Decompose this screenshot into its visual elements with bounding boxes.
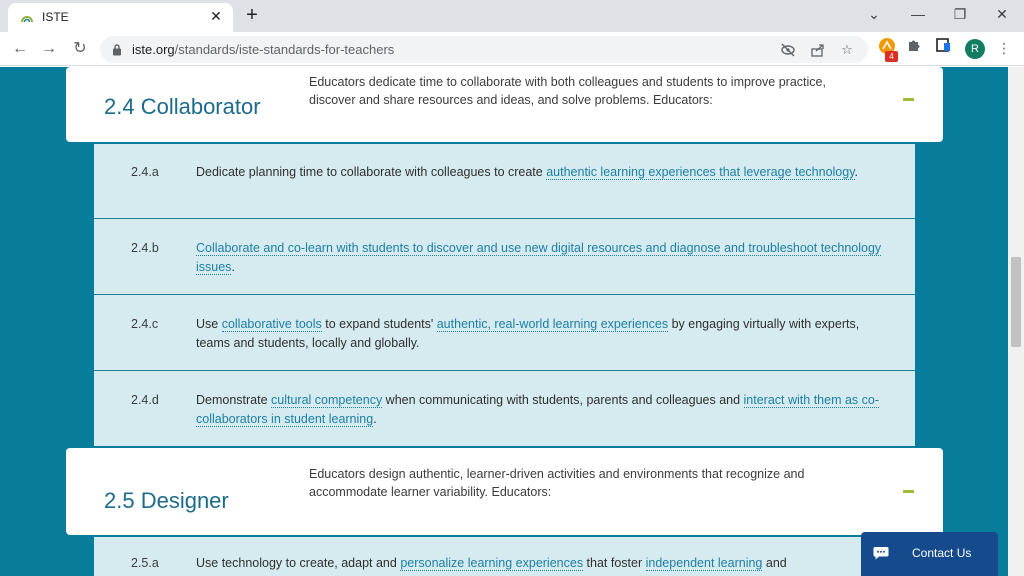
item-number: 2.4.a (131, 165, 159, 179)
contact-us-label: Contact Us (912, 546, 972, 560)
iste-favicon-icon (20, 11, 34, 25)
item-text-part: Demonstrate (196, 393, 272, 407)
contact-us-button[interactable] (861, 532, 998, 576)
window-close-icon[interactable]: ✕ (996, 6, 1008, 22)
browser-tab[interactable] (8, 3, 233, 32)
item-link[interactable]: cultural competency (271, 393, 383, 407)
reading-list-icon[interactable] (932, 37, 954, 59)
page-viewport (0, 67, 1008, 576)
url-host: iste.org (132, 42, 175, 57)
share-icon[interactable] (808, 40, 828, 60)
item-text-part: by engaging virtually with experts, teams and students, locally and globally. (196, 317, 860, 350)
address-bar[interactable] (100, 36, 868, 63)
item-number: 2.4.b (131, 241, 159, 255)
item-text-part: Use technology to create, adapt and (196, 556, 401, 570)
item-link[interactable]: Collaborate and co-learn with students to discover and use new digital resources and diagnose and troubleshoot technology issues (196, 241, 882, 274)
item-text (196, 239, 886, 277)
item-text (196, 315, 886, 353)
item-text-part: to expand students' (321, 317, 437, 331)
page-scrollbar[interactable] (1008, 67, 1024, 576)
item-text (196, 163, 886, 182)
designer-card[interactable] (66, 448, 943, 535)
item-text-part: Dedicate planning time to collaborate with colleagues to create (196, 165, 547, 179)
item-text-part: that foster (583, 556, 646, 570)
collaborator-items (94, 144, 915, 446)
minimize-icon[interactable]: — (911, 6, 925, 22)
item-text (196, 391, 886, 429)
designer-items (94, 537, 915, 576)
forward-icon[interactable]: → (41, 40, 57, 57)
tab-close-icon[interactable]: ✕ (210, 8, 222, 24)
item-text-part: and (762, 556, 787, 570)
profile-avatar[interactable]: R (965, 39, 985, 59)
bookmark-star-icon[interactable]: ☆ (841, 42, 853, 57)
item-text-part: when communicating with students, parents and colleagues and (382, 393, 744, 407)
item-link[interactable]: collaborative tools (221, 317, 322, 331)
item-text-part: Use (196, 317, 222, 331)
kebab-menu-icon[interactable]: ⋮ (997, 40, 1011, 56)
collaborator-description: Educators dedicate time to collaborate with both colleagues and students to improve practice, discover and share resources and ideas, and solve problems. Educators: (309, 75, 826, 107)
item-link[interactable]: interact with them as co-collaborators in student learning (196, 393, 879, 426)
url-text (132, 42, 394, 57)
lock-icon (112, 43, 122, 56)
back-icon[interactable]: ← (12, 40, 28, 57)
item-text-part: . (854, 165, 859, 179)
item-number: 2.4.c (131, 317, 159, 331)
item-text-part: . (231, 260, 235, 274)
designer-description: Educators design authentic, learner-driven activities and environments that recognize and accommodate learner variability. Educators: (309, 467, 805, 499)
extensions-puzzle-icon[interactable] (903, 37, 925, 59)
standard-item (94, 144, 915, 219)
item-link[interactable]: authentic learning experiences that leverage technology (546, 165, 855, 179)
item-number: 2.4.d (131, 393, 159, 407)
standard-item (94, 220, 915, 295)
collaborator-card[interactable] (66, 67, 943, 142)
item-number: 2.5.a (131, 556, 159, 570)
item-text (196, 554, 886, 573)
chat-bubble-icon (873, 546, 889, 560)
tab-title: ISTE (42, 10, 69, 24)
standard-item (94, 296, 915, 371)
standard-item (94, 537, 915, 576)
url-path: /standards/iste-standards-for-teachers (174, 42, 395, 57)
item-link[interactable]: authentic, real-world learning experiences (436, 317, 669, 331)
restore-icon[interactable]: ❐ (953, 6, 967, 22)
designer-title: 2.5 Designer (104, 488, 229, 513)
browser-toolbar (0, 32, 1024, 66)
new-tab-icon[interactable]: + (246, 4, 258, 26)
item-text-part: . (373, 412, 377, 426)
item-link[interactable]: independent learning (645, 556, 763, 570)
collapse-minus-icon[interactable] (903, 98, 914, 101)
scrollbar-thumb[interactable] (1011, 257, 1021, 347)
collaborator-title: 2.4 Collaborator (104, 94, 261, 119)
item-link[interactable]: personalize learning experiences (400, 556, 584, 570)
eye-off-icon[interactable] (778, 40, 798, 60)
standard-item (94, 372, 915, 447)
extension-badge: 4 (885, 51, 898, 62)
reload-icon[interactable]: ↻ (73, 40, 87, 57)
tab-search-icon[interactable]: ⌄ (868, 6, 880, 22)
collapse-minus-icon[interactable] (903, 490, 914, 493)
tab-strip (0, 0, 1024, 32)
